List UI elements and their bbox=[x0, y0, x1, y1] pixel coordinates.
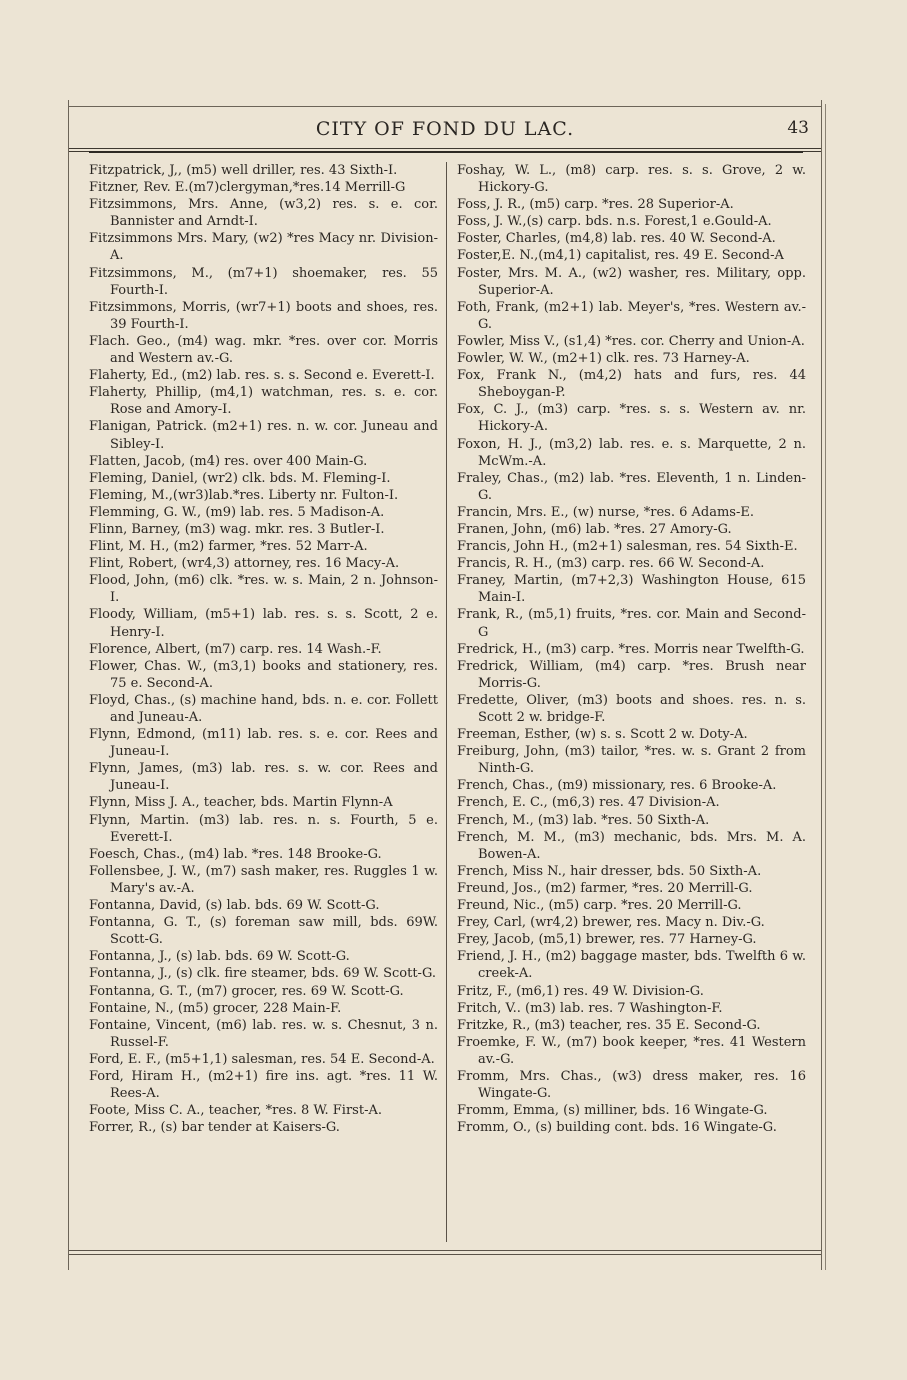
directory-entry: Froemke, F. W., (m7) book keeper, *res. 41 Western av.-G. bbox=[457, 1034, 806, 1067]
directory-entry: Flemming, G. W., (m9) lab. res. 5 Madison-A. bbox=[89, 504, 385, 520]
directory-entry: Foshay, W. L., (m8) carp. res. s. s. Grove, 2 w. Hickory-G. bbox=[457, 163, 806, 196]
directory-entry: Foster,E. N.,(m4,1) capitalist, res. 49 E. Second-A bbox=[457, 248, 784, 264]
directory-entry: Flynn, James, (m3) lab. res. s. w. cor. Rees and Juneau-I. bbox=[89, 761, 438, 794]
directory-entry: Fraley, Chas., (m2) lab. *res. Eleventh, 1 n. Linden-G. bbox=[457, 470, 806, 503]
directory-entry: Fritch, V.. (m3) lab. res. 7 Washington-F. bbox=[457, 1000, 723, 1016]
bottom-border-rule bbox=[69, 1250, 821, 1251]
directory-entry: Fox, Frank N., (m4,2) hats and furs, res. 44 Sheboygan-P. bbox=[457, 368, 806, 401]
right-column bbox=[457, 162, 806, 1136]
directory-entry: Freiburg, John, (m3) tailor, *res. w. s. Grant 2 from Ninth-G. bbox=[457, 744, 806, 777]
directory-entry: Fromm, Emma, (s) milliner, bds. 16 Wingate-G. bbox=[457, 1103, 768, 1119]
directory-entry: Fontanna, G. T., (m7) grocer, res. 69 W. Scott-G. bbox=[89, 983, 404, 999]
directory-entry: Fleming, Daniel, (wr2) clk. bds. M. Fleming-I. bbox=[89, 470, 391, 486]
directory-entry: Ford, Hiram H., (m2+1) fire ins. agt. *res. 11 W. Rees-A. bbox=[89, 1068, 438, 1102]
directory-entry: Floyd, Chas., (s) machine hand, bds. n. e. cor. Follett and Juneau-A. bbox=[89, 692, 438, 725]
directory-entry: Fox, C. J., (m3) carp. *res. s. s. Western av. nr. Hickory-A. bbox=[457, 402, 806, 435]
directory-entry: Fitzsimmons, M., (m7+1) shoemaker, res. 55 Fourth-I. bbox=[89, 265, 438, 298]
directory-entry: Flach. Geo., (m4) wag. mkr. *res. over cor. Morris and Western av.-G. bbox=[89, 333, 438, 367]
directory-entry: Fitzner, Rev. E.(m7)clergyman,*res.14 Merrill-G bbox=[89, 180, 406, 196]
header-rule bbox=[89, 151, 803, 153]
directory-entry: Foss, J. R., (m5) carp. *res. 28 Superior-A. bbox=[457, 197, 734, 213]
directory-entry: Fitzsimmons Mrs. Mary, (w2) *res Macy nr. Division-A. bbox=[89, 231, 438, 264]
directory-entry: Fontaine, N., (m5) grocer, 228 Main-F. bbox=[89, 1000, 342, 1016]
directory-entry: Flynn, Edmond, (m11) lab. res. s. e. cor. Rees and Juneau-I. bbox=[89, 727, 438, 760]
directory-entry: Frey, Jacob, (m5,1) brewer, res. 77 Harney-G. bbox=[457, 932, 757, 948]
directory-entry: Flaherty, Ed., (m2) lab. res. s. s. Second e. Everett-I. bbox=[89, 368, 435, 384]
directory-entry: Fontanna, J., (s) clk. fire steamer, bds. 69 W. Scott-G. bbox=[89, 966, 437, 982]
directory-entry: French, E. C., (m6,3) res. 47 Division-A. bbox=[457, 795, 720, 811]
directory-entry: Flint, Robert, (wr4,3) attorney, res. 16 Macy-A. bbox=[89, 556, 400, 572]
directory-entry: Foster, Charles, (m4,8) lab. res. 40 W. Second-A. bbox=[457, 231, 776, 247]
directory-entry: Fritzke, R., (m3) teacher, res. 35 E. Second-G. bbox=[457, 1017, 761, 1033]
directory-entry: Freund, Nic., (m5) carp. *res. 20 Merrill-G. bbox=[457, 898, 742, 914]
directory-entry: French, Miss N., hair dresser, bds. 50 Sixth-A. bbox=[457, 863, 762, 879]
directory-entry: Fowler, Miss V., (s1,4) *res. cor. Cherry and Union-A. bbox=[457, 333, 805, 349]
directory-entry: Flood, John, (m6) clk. *res. w. s. Main, 2 n. Johnson-I. bbox=[89, 573, 438, 606]
directory-entry: Fromm, O., (s) building cont. bds. 16 Wingate-G. bbox=[457, 1120, 777, 1136]
directory-entry: Friend, J. H., (m2) baggage master, bds. Twelfth 6 w. creek-A. bbox=[457, 949, 806, 982]
directory-entry: Flynn, Miss J. A., teacher, bds. Martin Flynn-A bbox=[89, 795, 393, 811]
directory-entry: French, M. M., (m3) mechanic, bds. Mrs. M. A. Bowen-A. bbox=[457, 829, 806, 862]
directory-entry: Flatten, Jacob, (m4) res. over 400 Main-G. bbox=[89, 453, 368, 469]
directory-entry: Fontanna, J., (s) lab. bds. 69 W. Scott-G. bbox=[89, 949, 350, 965]
directory-entry: Fontaine, Vincent, (m6) lab. res. w. s. Chesnut, 3 n. Russel-F. bbox=[89, 1017, 438, 1050]
directory-entry: French, M., (m3) lab. *res. 50 Sixth-A. bbox=[457, 812, 710, 828]
directory-entry: Foss, J. W.,(s) carp. bds. n.s. Forest,1 e.Gould-A. bbox=[457, 214, 772, 230]
directory-entry: Flynn, Martin. (m3) lab. res. n. s. Fourth, 5 e. Everett-I. bbox=[89, 812, 438, 845]
directory-entry: French, Chas., (m9) missionary, res. 6 Brooke-A. bbox=[457, 778, 777, 794]
directory-entry: Flaherty, Phillip, (m4,1) watchman, res. s. e. cor. Rose and Amory-I. bbox=[89, 385, 438, 418]
left-column bbox=[89, 162, 438, 1136]
directory-entry: Fredrick, H., (m3) carp. *res. Morris near Twelfth-G. bbox=[457, 641, 805, 657]
directory-entry: Freund, Jos., (m2) farmer, *res. 20 Merrill-G. bbox=[457, 880, 753, 896]
directory-entry: Fitzsimmons, Morris, (wr7+1) boots and shoes, res. 39 Fourth-I. bbox=[89, 299, 438, 332]
directory-entry: Foth, Frank, (m2+1) lab. Meyer's, *res. Western av.-G. bbox=[457, 299, 806, 332]
directory-entry: Flower, Chas. W., (m3,1) books and stationery, res. 75 e. Second-A. bbox=[89, 658, 438, 691]
directory-entry: Francis, R. H., (m3) carp. res. 66 W. Second-A. bbox=[457, 556, 765, 572]
directory-entry: Forrer, R., (s) bar tender at Kaisers-G. bbox=[89, 1120, 340, 1136]
directory-entry: Fritz, F., (m6,1) res. 49 W. Division-G. bbox=[457, 983, 704, 999]
directory-entry: Francis, John H., (m2+1) salesman, res. 54 Sixth-E. bbox=[457, 539, 798, 555]
directory-entry: Ford, E. F., (m5+1,1) salesman, res. 54 E. Second-A. bbox=[89, 1051, 435, 1067]
directory-entry: Foster, Mrs. M. A., (w2) washer, res. Military, opp. Superior-A. bbox=[457, 265, 806, 298]
top-border-rule bbox=[69, 106, 821, 107]
directory-entry: Fredrick, William, (m4) carp. *res. Brush near Morris-G. bbox=[457, 658, 806, 691]
directory-entry: Flint, M. H., (m2) farmer, *res. 52 Marr-A. bbox=[89, 539, 368, 555]
directory-entry: Follensbee, J. W., (m7) sash maker, res. Ruggles 1 w. Mary's av.-A. bbox=[89, 863, 438, 896]
directory-entry: Fredette, Oliver, (m3) boots and shoes. res. n. s. Scott 2 w. bridge-F. bbox=[457, 692, 806, 725]
directory-entry: Fitzpatrick, J,, (m5) well driller, res. 43 Sixth-I. bbox=[89, 163, 398, 178]
running-title: CITY OF FOND DU LAC. bbox=[315, 118, 575, 140]
directory-entry: Francin, Mrs. E., (w) nurse, *res. 6 Adams-E. bbox=[457, 504, 754, 520]
directory-page bbox=[68, 100, 822, 1270]
directory-entry: Franen, John, (m6) lab. *res. 27 Amory-G. bbox=[457, 521, 732, 537]
directory-entry: Florence, Albert, (m7) carp. res. 14 Wash.-F. bbox=[89, 641, 382, 657]
directory-entry: Foesch, Chas., (m4) lab. *res. 148 Brooke-G. bbox=[89, 846, 382, 862]
directory-entry: Foxon, H. J., (m3,2) lab. res. e. s. Marquette, 2 n. McWm.-A. bbox=[457, 436, 806, 469]
directory-entry: Fitzsimmons, Mrs. Anne, (w3,2) res. s. e. cor. Bannister and Arndt-I. bbox=[89, 197, 438, 230]
directory-entry: Fromm, Mrs. Chas., (w3) dress maker, res. 16 Wingate-G. bbox=[457, 1068, 806, 1102]
page-number: 43 bbox=[787, 118, 809, 138]
directory-entry: Freeman, Esther, (w) s. s. Scott 2 w. Doty-A. bbox=[457, 727, 748, 743]
directory-entry: Fleming, M.,(wr3)lab.*res. Liberty nr. Fulton-I. bbox=[89, 487, 399, 503]
directory-entry: Franey, Martin, (m7+2,3) Washington House, 615 Main-I. bbox=[457, 573, 806, 606]
directory-entry: Fontanna, G. T., (s) foreman saw mill, bds. 69W. Scott-G. bbox=[89, 915, 438, 948]
directory-columns bbox=[89, 162, 806, 1242]
directory-entry: Flinn, Barney, (m3) wag. mkr. res. 3 Butler-I. bbox=[89, 521, 385, 537]
page-header bbox=[69, 114, 821, 149]
directory-entry: Fontanna, David, (s) lab. bds. 69 W. Scott-G. bbox=[89, 898, 380, 914]
directory-entry: Frank, R., (m5,1) fruits, *res. cor. Main and Second-G bbox=[457, 607, 806, 640]
directory-entry: Floody, William, (m5+1) lab. res. s. s. Scott, 2 e. Henry-I. bbox=[89, 607, 438, 640]
directory-entry: Fowler, W. W., (m2+1) clk. res. 73 Harney-A. bbox=[457, 351, 750, 367]
directory-entry: Frey, Carl, (wr4,2) brewer, res. Macy n. Div.-G. bbox=[457, 915, 765, 931]
directory-entry: Flanigan, Patrick. (m2+1) res. n. w. cor. Juneau and Sibley-I. bbox=[89, 419, 438, 452]
column-divider bbox=[446, 162, 447, 1242]
directory-entry: Foote, Miss C. A., teacher, *res. 8 W. First-A. bbox=[89, 1103, 382, 1119]
